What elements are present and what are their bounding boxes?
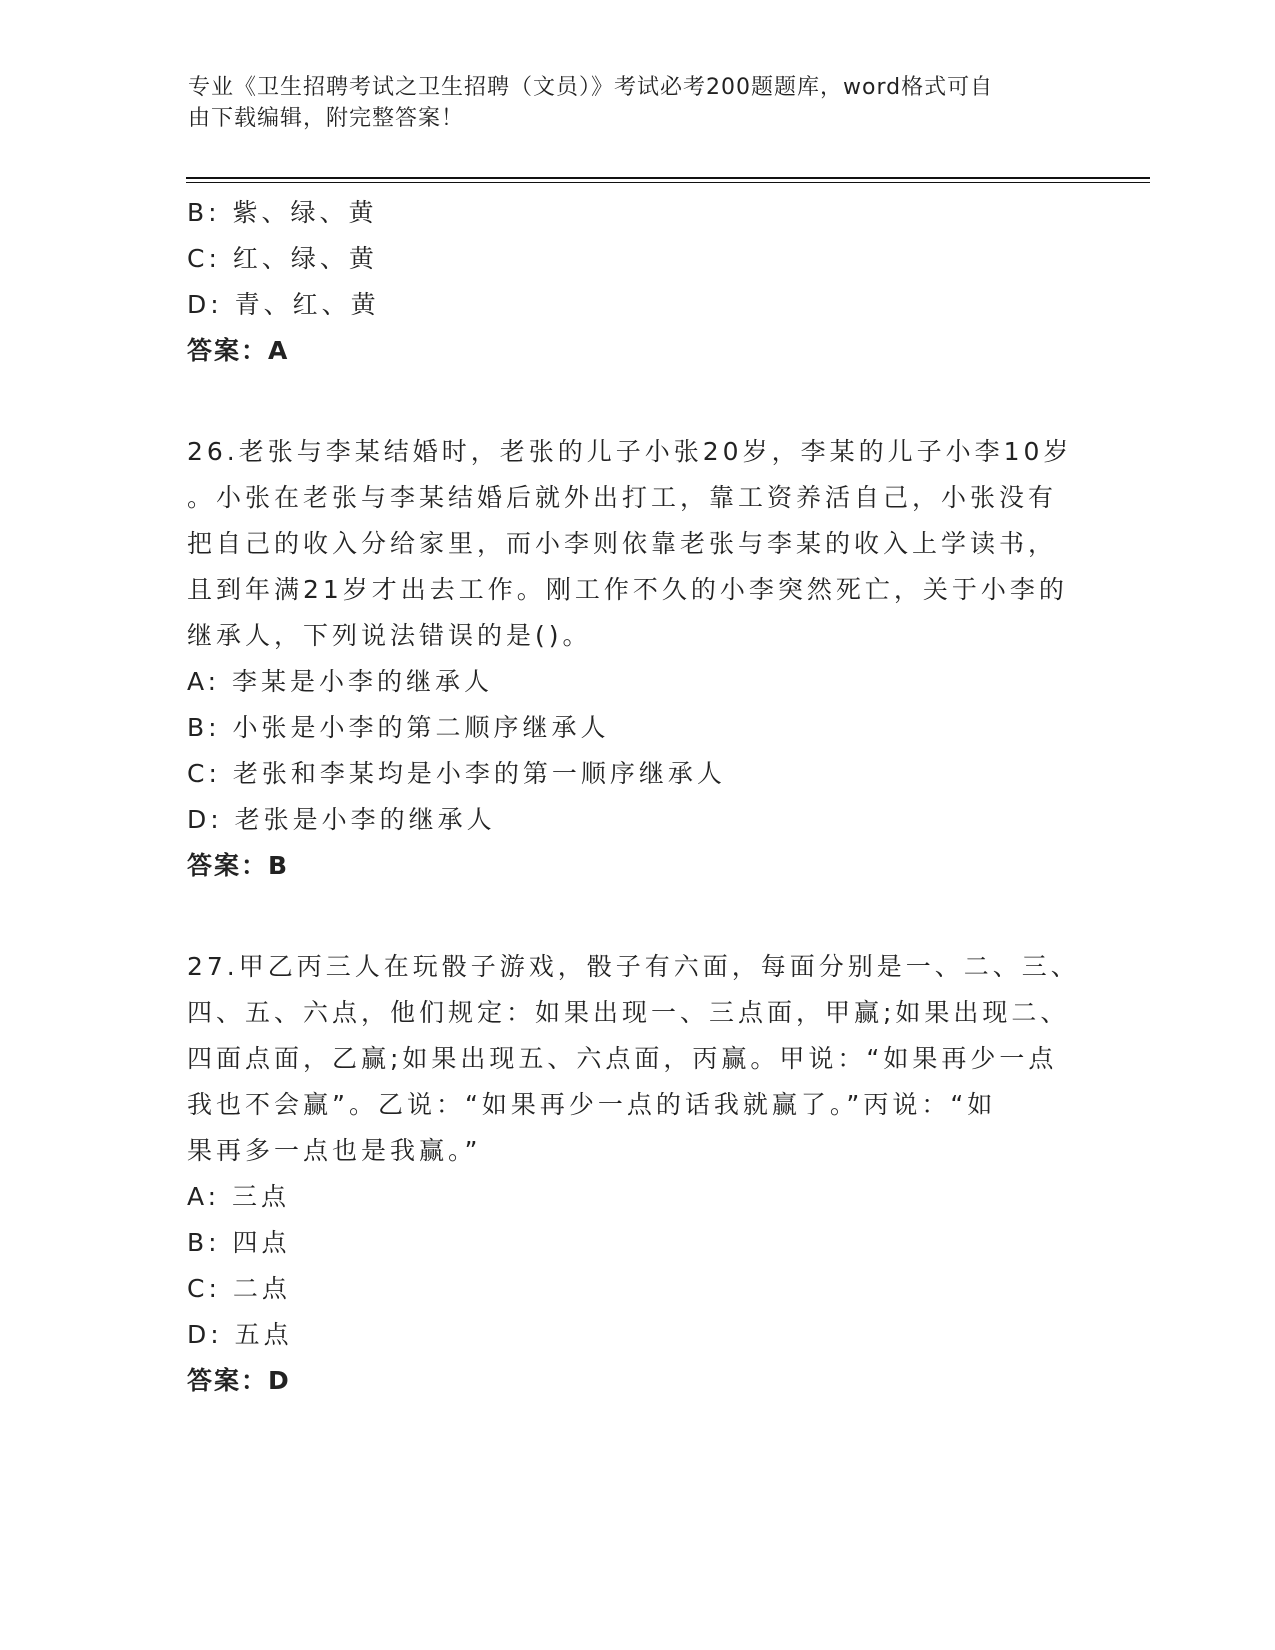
question-26 (187, 429, 1087, 889)
header-divider-thick (186, 177, 1150, 179)
option-d: D: 青、红、黄 (187, 290, 380, 319)
header-divider-thin (186, 182, 1150, 183)
option-a: A: 三点 (187, 1182, 291, 1211)
spacer (187, 374, 1087, 429)
prev-question-options (187, 190, 1087, 374)
header-line-2: 由下载编辑，附完整答案！ (188, 106, 465, 131)
question-text-line: 继承人，下列说法错误的是()。 (187, 621, 592, 650)
question-27 (187, 944, 1087, 1404)
option-b: B: 小张是小李的第二顺序继承人 (187, 713, 610, 742)
question-text-line: 26.老张与李某结婚时，老张的儿子小张20岁，李某的儿子小李10岁 (187, 437, 1073, 466)
option-d: D: 五点 (187, 1320, 293, 1349)
question-text-line: 把自己的收入分给家里，而小李则依靠老张与李某的收入上学读书， (187, 529, 1058, 558)
option-a: A: 李某是小李的继承人 (187, 667, 494, 696)
spacer (187, 889, 1087, 944)
option-b: B: 紫、绿、黄 (187, 198, 378, 227)
answer-line: 答案：B (187, 851, 290, 880)
question-text-line: 且到年满21岁才出去工作。刚工作不久的小李突然死亡，关于小李的 (187, 575, 1068, 604)
option-c: C: 二点 (187, 1274, 291, 1303)
question-text-line: 果再多一点也是我赢。” (187, 1136, 482, 1165)
document-header (188, 72, 1068, 134)
answer-line: 答案：A (187, 336, 290, 365)
option-b: B: 四点 (187, 1228, 291, 1257)
option-d: D: 老张是小李的继承人 (187, 805, 496, 834)
question-text-line: 27.甲乙丙三人在玩骰子游戏，骰子有六面，每面分别是一、二、三、 (187, 952, 1080, 981)
header-line-1: 专业《卫生招聘考试之卫生招聘（文员）》考试必考200题题库，word格式可自 (188, 75, 994, 100)
question-text-line: 四、五、六点，他们规定：如果出现一、三点面，甲赢;如果出现二、 (187, 998, 1070, 1027)
question-text-line: 。小张在老张与李某结婚后就外出打工，靠工资养活自己，小张没有 (187, 483, 1058, 512)
document-body (187, 190, 1087, 1404)
option-c: C: 红、绿、黄 (187, 244, 378, 273)
question-text-line: 四面点面，乙赢;如果出现五、六点面，丙赢。甲说：“如果再少一点 (187, 1044, 1058, 1073)
option-c: C: 老张和李某均是小李的第一顺序继承人 (187, 759, 726, 788)
question-text-line: 我也不会赢”。乙说：“如果再少一点的话我就赢了。”丙说：“如 (187, 1090, 997, 1119)
answer-line: 答案：D (187, 1366, 291, 1395)
